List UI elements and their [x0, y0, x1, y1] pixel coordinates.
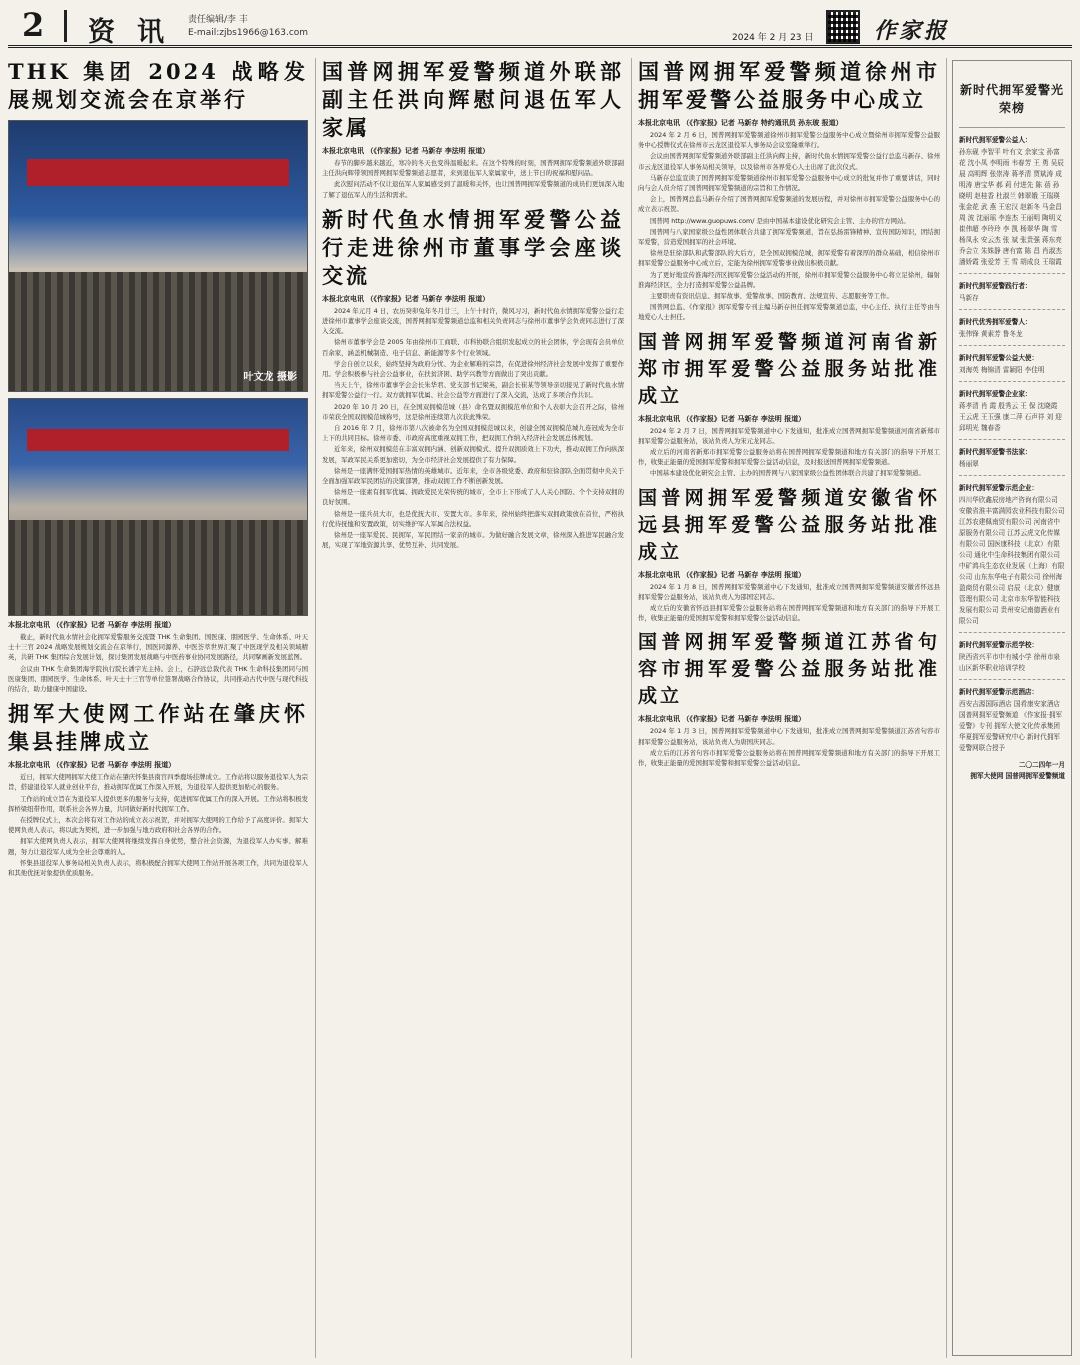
honor-category: 新时代优秀拥军爱警人：	[959, 318, 1032, 326]
honor-names: 陕西省兴平市申有城小学 徐州市泉山区新华职业培训学校	[959, 653, 1061, 672]
qr-code-icon	[826, 10, 860, 44]
editor-email: E-mail:zjbs1966@163.com	[188, 28, 309, 38]
article-zhaoqing-station	[8, 700, 308, 878]
column-2	[322, 58, 624, 550]
article-huaiyuan-station	[638, 485, 940, 624]
honor-names: 孙东砚 李智平 叶有文 余家宝 孙富花 沈小凤 李明雨 韦春芳 王 勇 吴辰晨 高明辉 张崇涛 蒋孝清 贾斌涛 成明涛 唐宝华 郝 莉 付进先 陈 蓓 孙晓明 赵桂香 杜淑兰 韩翠娥 王瑞瑛 张金花 武 燕 王宏汉 赵新冬 马金昌 周 波 沈丽瑶 李连杰 王丽明 陶明义 崔伟超 李玲玲 李 凯 杨翠华 陶 雪 杨凤永 安云杰 张 斌 张贵强 蒋东亮 乔会立 朱姝静 唐有富 陈 昌 肖淑杰 潘娇霞 张爱芳 王 雪 胡成良 王瑞霞	[959, 148, 1064, 266]
column-divider	[946, 58, 947, 1358]
paragraph: 国普网与八家国家级公益性团体联合共建了拥军爱警频道，旨在弘扬雷锋精神、宣传国防知识，团结拥军爱警，营造爱国拥军的社会环境。	[638, 227, 940, 247]
honor-divider	[959, 273, 1065, 274]
paragraph: 2024 年 1 月 3 日，国普网拥军爱警频道中心下发通知，批准成立国普网拥军爱警频道江苏省句容市拥军爱警公益服务站，该站负责人为唐国庆同志。	[638, 727, 940, 746]
honor-category: 新时代拥军爱警公益大使：	[959, 354, 1039, 362]
honor-divider	[959, 309, 1065, 310]
section-title: 资讯	[88, 17, 186, 48]
paragraph: 2020 年 10 月 20 日，在全国双拥模范城（县）命名暨双拥模范单位和个人表彰大会召开之际，徐州市荣获全国双拥模范城称号，这是徐州连续第九次获此殊荣。	[322, 402, 624, 421]
honor-category: 新时代拥军爱警示范企业：	[959, 484, 1039, 492]
honor-footer	[959, 760, 1065, 782]
paragraph: 工作站的成立旨在为退役军人提供更多的服务与支持，促进拥军优属工作的深入开展。工作站将积极发挥桥梁纽带作用，联系社会各界力量，共同做好新时代拥军工作。	[8, 794, 308, 813]
honor-names: 西安吉源国际酒店 国肴康安家酒店 国普网拥军爱警频道 《作家报·拥军爱警》专刊 拥军大使文化传承集团 华夏拥军爱警研究中心 新时代拥军爱警网联合授予	[959, 700, 1063, 752]
byline: 本报北京电讯 （《作家报》记者 马新存 特约通讯员 孙东玻 报道）	[638, 119, 843, 127]
paragraph: 为了更好地宣传淮海经济区拥军爱警公益活动的开展，徐州市拥军爱警公益服务中心将立足徐州，辐射淮海经济区，全力打造拥军爱警公益品牌。	[638, 270, 940, 289]
byline: 本报北京电讯 （《作家报》记者 马新存 李法明 报道）	[638, 715, 806, 724]
paragraph: 截止，新时代鱼水情社会化拥军爱警服务交流暨 THK 生命集团、国医康、朋园医学、生命体系、叶天士十三官 2024 战略发展规划交流会在京举行，国医同源养、中医荟萃世界汇聚了中医现学及相关领域精英，共研 THK 集团综合发展计划，探讨集团发展战略与中医药事业协同发展路径，共同擘画新发展蓝图。	[8, 633, 308, 662]
honor-category: 新时代拥军爱警企业家：	[959, 390, 1032, 398]
headline: 国普网拥军爱警频道河南省新郑市拥军爱警公益服务站批准成立	[638, 330, 940, 407]
byline: 本报北京电讯 （《作家报》记者 马新存 李法明 报道）	[322, 294, 490, 303]
honor-roll	[952, 60, 1072, 1356]
paragraph: 春节的脚步越来越近，寒冷的冬天也变得温暖起来。在这个特殊的时刻，国普网拥军爱警频道外联部副主任洪向辉带领国普网拥军爱警频道志愿者，来到退伍军人家属家中，送上节日的祝福和慰问品。	[322, 159, 624, 178]
paragraph: 此次慰问活动不仅让退伍军人家属感受到了温暖和关怀，也让国普网拥军爱警频道的成员们更加深入地了解了退伍军人的生活和需求。	[322, 180, 624, 199]
honor-divider	[959, 439, 1065, 440]
conference-photo	[8, 120, 308, 392]
paragraph: 马新存总监宣读了国普网拥军爱警频道徐州市拥军爱警公益服务中心成立的批复并作了重要讲话，同时向与会人员介绍了国普网拥军爱警频道的宗旨和工作情况。	[638, 173, 940, 193]
paragraph: 拥军大使网负责人表示，拥军大使网将继续发挥自身优势，整合社会资源，为退役军人办实事、解难题，努力让退役军人成为全社会尊重的人。	[8, 837, 308, 856]
page-divider	[64, 10, 67, 42]
paragraph: 在授牌仪式上，本次会将有对工作站的成立表示祝贺，并对拥军大使网的工作给予了高度评价。拥军大使网负责人表示，将以此为契机，进一步加强与地方政府和社会各界的合作。	[8, 816, 308, 835]
headline: 国普网拥军爱警频道徐州市拥军爱警公益服务中心成立	[638, 59, 940, 112]
article-xuzhou-forum	[322, 206, 624, 551]
editor-name: 责任编辑/李 丰	[188, 15, 248, 25]
paragraph: 徐州是一座素有拥军优属、拥政爱民光荣传统的城市，全市上下形成了人人关心国防、个个支持双拥的良好氛围。	[322, 488, 624, 507]
headline: 拥军大使网工作站在肇庆怀集县挂牌成立	[8, 701, 308, 755]
paragraph: 会议由国普网拥军爱警频道外联部副主任洪向辉主持，新时代鱼水情拥军爱警公益行总监马新存、徐州市云龙区退役军人事务局相关领导，以及徐州市各界爱心人士出席了此次仪式。	[638, 152, 940, 171]
conference-photo-2	[8, 398, 308, 616]
paragraph: 徐州是一座兵员大市，也是优抚大市、安置大市。多年来，徐州始终把落实双拥政策放在首位，严格执行优待抚恤和安置政策，切实维护军人军属合法权益。	[322, 509, 624, 528]
honor-list	[959, 134, 1065, 754]
paragraph: 成立后的江苏省句容市拥军爱警公益服务站将在国普网拥军爱警频道和地方有关部门的指导下开展工作，收集正能量的爱国拥军爱警和拥军爱警公益活动信息。	[638, 748, 940, 768]
paragraph: 成立后的河南省新郑市拥军爱警公益服务站将在国普网拥军爱警频道和地方有关部门的指导下开展工作，收集正能量的爱国拥军爱警和拥军爱警公益活动信息，及时报送国普网拥军爱警频道。	[638, 448, 940, 467]
issue-date: 2024 年 2 月 23 日	[732, 33, 814, 43]
photo-credit: 叶文龙 摄影	[243, 372, 297, 383]
editor-info	[188, 14, 308, 40]
honor-footer-org: 拥军大使网 国普网拥军爱警频道	[970, 772, 1065, 780]
honor-category: 新时代拥军爱警公益人：	[959, 136, 1032, 144]
paragraph: 2024 年 2 月 7 日，国普网拥军爱警频道中心下发通知，批准成立国普网拥军爱警频道河南省新郑市拥军爱警公益服务站，该站负责人为宋元龙同志。	[638, 426, 940, 445]
article-thk-strategy	[8, 58, 308, 694]
page-number: 2	[22, 6, 45, 44]
honor-category: 新时代拥军爱警示范酒店：	[959, 688, 1039, 696]
paragraph: 自 2016 年 7 月，徐州市第八次被命名为全国双拥模范城以来，创建全国双拥模范城九连冠成为全市上下的共同目标。徐州市委、市政府高度重视双拥工作，把双拥工作纳入经济社会发展总体规划。	[322, 424, 624, 443]
honor-names: 刘海英 梅锦清 雷颖阳 李佳明	[959, 366, 1045, 374]
column-divider	[315, 58, 316, 1358]
byline: 本报北京电讯 （《作家报》记者 马新存 李法明 报道）	[8, 761, 176, 770]
paragraph: 近年来，徐州双拥模范在丰富双拥内涵、创新双拥模式、提升双拥质效上下功夫，推动双拥工作向纵深发展，军政军民关系更加密切，为全市经济社会发展提供了有力保障。	[322, 445, 624, 464]
paragraph: 中国基本建设优化研究会主管、主办的国普网与八家国家级公益性团体联合共建了拥军爱警频道。	[650, 469, 925, 478]
paragraph: 徐州是驻徐部队和武警部队的大后方，是全国双拥模范城，拥军爱警有着深厚的群众基础，相信徐州市拥军爱警公益服务中心成立后，定能为徐州拥军爱警事业做出积极贡献。	[638, 249, 940, 268]
article-veteran-visit	[322, 58, 624, 200]
paragraph: 会议由 THK 生命集团海学院执行院长潘宇光主持。会上，石辞远总裁代表 THK 生命科技集团同与国医康集团、朋园医学、生命体系、叶天士十三官等单位签署战略合作协议，共同推动古代中医与现代科技的结合，助力健康中国建设。	[8, 664, 308, 694]
honor-divider	[959, 381, 1065, 382]
honor-divider	[959, 345, 1065, 346]
honor-category: 新时代拥军爱警践行者：	[959, 282, 1032, 290]
byline: 本报北京电讯 （《作家报》记者 马新存 李法明 报道）	[638, 570, 806, 579]
paragraph: 近日，拥军大使网拥军大使工作站在肇庆怀集县南宫四季鹿场挂牌成立。工作站将以服务退役军人为宗旨，搭建退役军人就业创业平台，推动拥军优属工作深入开展，为退役军人提供更加贴心的服务。	[8, 773, 308, 792]
honor-footer-date: 二〇二四年一月	[1018, 761, 1065, 769]
honor-category: 新时代拥军爱警示范学校：	[959, 641, 1039, 649]
article-xuzhou-center	[638, 58, 940, 323]
honor-roll-title: 新时代拥军爱警光荣榜	[959, 67, 1065, 128]
paragraph: 2024 年元月 4 日，农历癸卯兔年冬月廿三，上午十时许，微风习习，新时代鱼水情拥军爱警公益行走进徐州市董事学会座谈交流，国普网拥军爱警频道总监和相关负责同志与徐州市董事学会负责同志进行了深入交流。	[322, 306, 624, 336]
honor-names: 蒋孝清 肖 霞 殷秀云 王 保 沈晓霞 王云虎 王玉强 康二萍 石声祥 刘 迎 邱明光 魏春香	[959, 402, 1062, 432]
paragraph: 国普网总监、《作家报》拥军爱警专刊主编马新存担任拥军爱警频道总监，中心主任、执行主任等由当地爱心人士担任。	[638, 303, 940, 322]
paragraph: 当天上午，徐州市董事学会会长朱华君、党支部书记梁英，副会长崔某等领导亲切接见了新时代鱼水情拥军爱警公益行一行。双方就拥军优属、社会公益等方面进行了深入交流，达成了多项合作共识。	[322, 381, 624, 400]
paragraph: 2024 年 2 月 6 日，国普网拥军爱警频道徐州市拥军爱警公益服务中心成立暨徐州市拥军爱警公益服务中心授牌仪式在徐州市云龙区退役军人事务局会议室隆重举行。	[638, 131, 940, 150]
newspaper-logo: 作家报	[874, 18, 950, 44]
honor-names: 四川华欣鑫辰房地产咨询有限公司 安徽省淮丰富满园农业科技有限公司 江苏农建佩南贸有限公司 河南省中原服务有限公司 江苏云虎文化传媒有限公司 国医康科技（北京）有限公司 通化中生命科技集团有限公司 中矿鸿兵生态农业发展（上海）有限公司 山东东华电子有限公司 徐州海盈商贸有限公司 启辰（北京）健康管理有限公司 北京市东华智能科技发展有限公司 贵州安记南德酒业有限公司	[959, 496, 1065, 625]
paragraph: 徐州是一座军爱民、民拥军，军民团结一家亲的城市。为做好融合发展文章，徐州深入推进军民融合发展，实现了军地资源共享、优势互补、共同发展。	[322, 531, 624, 550]
headline: 国普网拥军爱警频道安徽省怀远县拥军爱警公益服务站批准成立	[638, 486, 940, 563]
byline: 本报北京电讯 （《作家报》记者 马新存 李法明 报道）	[322, 147, 490, 155]
masthead	[8, 4, 1072, 48]
column-divider	[631, 58, 632, 1358]
honor-names: 张伟锋 黄素芳 鲁冬龙	[959, 330, 1023, 338]
column-3	[638, 58, 940, 768]
paragraph: 怀集县退役军人事务局相关负责人表示，将积极配合拥军大使网工作站开展各项工作，共同为退役军人和其他优抚对象提供优质服务。	[8, 858, 308, 878]
honor-names: 马新存	[959, 294, 979, 302]
byline: 本报北京电讯 （《作家报》记者 马新存 李法明 报道）	[638, 414, 806, 423]
article-jurong-station	[638, 629, 940, 768]
honor-names: 杨丽翠	[959, 460, 979, 468]
paragraph: 学会自创立以来，始终坚持为政府分忧、为企业解难的宗旨，在促进徐州经济社会发展中发挥了重要作用。学会积极参与社会公益事业，在扶贫济困、助学兴教等方面做出了突出贡献。	[322, 359, 624, 379]
honor-divider	[959, 632, 1065, 633]
honor-category: 新时代拥军爱警书法家：	[959, 448, 1032, 456]
paragraph: 徐州市董事学会是 2005 年由徐州市工商联、市科协联合组织发起成立的社会团体，学会现有会员单位百余家，涵盖机械制造、电子信息、新能源等多个行业领域。	[322, 338, 624, 357]
headline: THK 集团 2024 战略发展规划交流会在京举行	[8, 59, 308, 112]
paragraph: 会上，国普网总监马新存介绍了国普网拥军爱警频道的发展历程，并对徐州市拥军爱警公益服务中心的成立表示祝贺。	[638, 195, 940, 214]
headline: 国普网拥军爱警频道外联部副主任洪向辉慰问退伍军人家属	[322, 59, 624, 140]
paragraph: 徐州是一座满怀爱国拥军热情的英雄城市。近年来，全市各级党委、政府和驻徐部队全面贯彻中央关于全面加强军政军民团结的决策部署，推动双拥工作不断创新发展。	[322, 466, 624, 486]
headline: 新时代鱼水情拥军爱警公益行走进徐州市董事学会座谈交流	[322, 206, 624, 288]
column-1	[8, 58, 308, 878]
paragraph: 成立后的安徽省怀远县拥军爱警公益服务站将在国普网拥军爱警频道和地方有关部门的指导下开展工作，收集正能量的爱国拥军爱警和拥军爱警公益活动信息。	[638, 604, 940, 623]
byline: 本报北京电讯 （《作家报》记者 马新存 李法明 报道）	[8, 621, 176, 629]
stage-banner	[27, 159, 289, 186]
honor-divider	[959, 475, 1065, 476]
article-xinzheng-station	[638, 329, 940, 479]
headline: 国普网拥军爱警频道江苏省句容市拥军爱警公益服务站批准成立	[638, 631, 940, 708]
honor-divider	[959, 679, 1065, 680]
audience-rows	[9, 520, 307, 615]
stage-banner	[27, 429, 289, 451]
paragraph: 国普网 http://www.guopuws.com/ 是由中国基本建设优化研究会主管、主办的官方网站。	[650, 216, 910, 225]
paragraph: 主要职责有资讯信息、拥军故事、爱警故事、国防教育、法规宣传、志愿服务等工作。	[650, 292, 893, 301]
paragraph: 2024 年 1 月 8 日，国普网拥军爱警频道中心下发通知，批准成立国普网拥军爱警频道安徽省怀远县拥军爱警公益服务站，该站负责人为邵国宏同志。	[638, 582, 940, 601]
